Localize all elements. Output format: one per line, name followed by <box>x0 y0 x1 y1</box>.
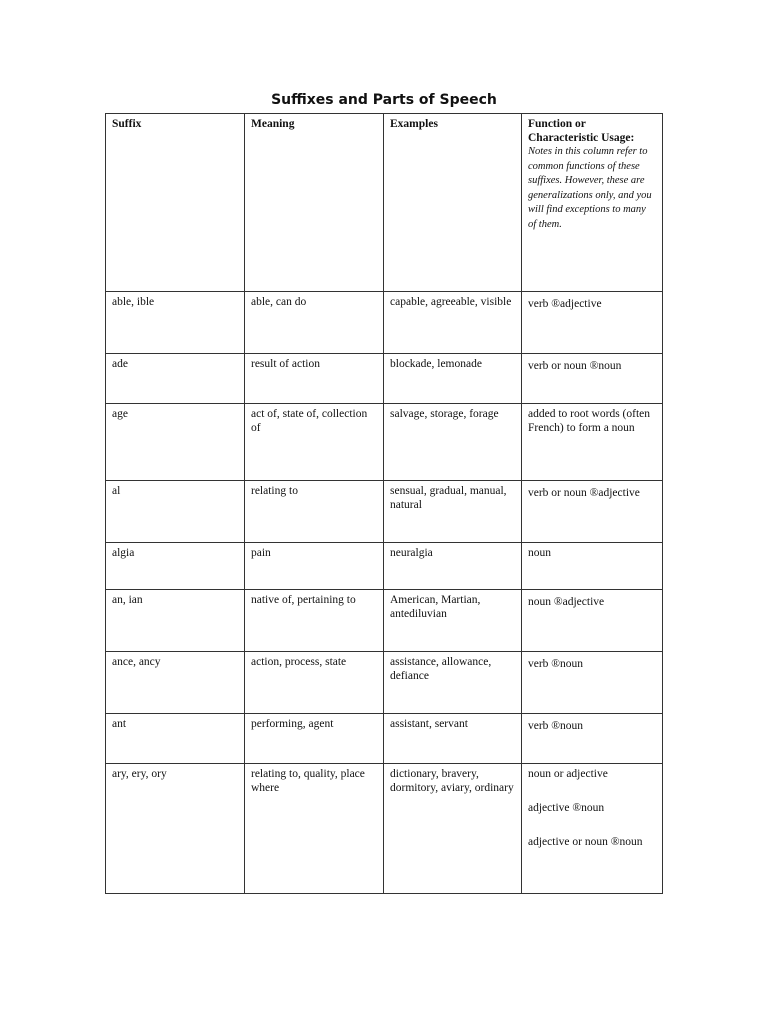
function-line: adjective or noun ®noun <box>528 836 643 848</box>
meaning-cell: able, can do <box>245 292 384 354</box>
examples-cell: assistance, allowance, defiance <box>384 652 522 714</box>
examples-cell: salvage, storage, forage <box>384 404 522 481</box>
meaning-cell: performing, agent <box>245 714 384 764</box>
header-suffix-label: Suffix <box>112 118 142 130</box>
function-cell <box>522 764 663 894</box>
examples-cell: capable, agreeable, visible <box>384 292 522 354</box>
function-line: verb ®adjective <box>528 298 602 310</box>
header-note: Notes in this column refer to common functions of these suffixes. However, these are generalizations only, and you will find exceptions to many of them. <box>528 146 652 230</box>
meaning-cell: relating to <box>245 481 384 543</box>
header-examples-label: Examples <box>390 118 438 130</box>
table-row <box>106 543 663 590</box>
header-meaning <box>245 114 384 292</box>
function-line: verb or noun ®adjective <box>528 487 640 499</box>
examples-cell: neuralgia <box>384 543 522 590</box>
header-examples <box>384 114 522 292</box>
table-row <box>106 714 663 764</box>
table-row <box>106 404 663 481</box>
header-meaning-label: Meaning <box>251 118 295 130</box>
meaning-cell: relating to, quality, place where <box>245 764 384 894</box>
table-row <box>106 764 663 894</box>
meaning-cell: action, process, state <box>245 652 384 714</box>
examples-cell: blockade, lemonade <box>384 354 522 404</box>
table-row <box>106 481 663 543</box>
header-suffix <box>106 114 245 292</box>
page-title: Suffixes and Parts of Speech <box>271 92 497 108</box>
suffix-cell: al <box>106 481 245 543</box>
table-row <box>106 354 663 404</box>
function-cell <box>522 292 663 354</box>
examples-cell: sensual, gradual, manual, natural <box>384 481 522 543</box>
function-cell <box>522 354 663 404</box>
function-line: verb ®noun <box>528 720 584 732</box>
suffix-table <box>105 113 663 894</box>
header-function-label: Function or Characteristic Usage: <box>528 118 635 144</box>
function-cell <box>522 481 663 543</box>
function-line: verb ®noun <box>528 658 584 670</box>
suffix-cell: algia <box>106 543 245 590</box>
examples-cell: dictionary, bravery, dormitory, aviary, ordinary <box>384 764 522 894</box>
function-cell <box>522 652 663 714</box>
table-row <box>106 292 663 354</box>
suffix-cell: ary, ery, ory <box>106 764 245 894</box>
meaning-cell: act of, state of, collection of <box>245 404 384 481</box>
suffix-cell: ance, ancy <box>106 652 245 714</box>
function-line: noun or adjective <box>528 768 608 780</box>
function-line: noun ®adjective <box>528 596 605 608</box>
meaning-cell: native of, pertaining to <box>245 590 384 652</box>
table-header-row <box>106 114 663 292</box>
function-cell <box>522 543 663 590</box>
examples-cell: assistant, servant <box>384 714 522 764</box>
table-row <box>106 590 663 652</box>
suffix-cell: able, ible <box>106 292 245 354</box>
suffix-cell: age <box>106 404 245 481</box>
examples-cell: American, Martian, antediluvian <box>384 590 522 652</box>
function-line: adjective ®noun <box>528 802 605 814</box>
table-row <box>106 652 663 714</box>
suffix-cell: ant <box>106 714 245 764</box>
function-cell <box>522 714 663 764</box>
function-cell <box>522 590 663 652</box>
function-line: added to root words (often French) to form a noun <box>528 408 650 434</box>
header-function <box>522 114 663 292</box>
meaning-cell: pain <box>245 543 384 590</box>
function-cell <box>522 404 663 481</box>
suffix-cell: ade <box>106 354 245 404</box>
suffix-cell: an, ian <box>106 590 245 652</box>
function-line: noun <box>528 547 551 559</box>
function-line: verb or noun ®noun <box>528 360 622 372</box>
meaning-cell: result of action <box>245 354 384 404</box>
